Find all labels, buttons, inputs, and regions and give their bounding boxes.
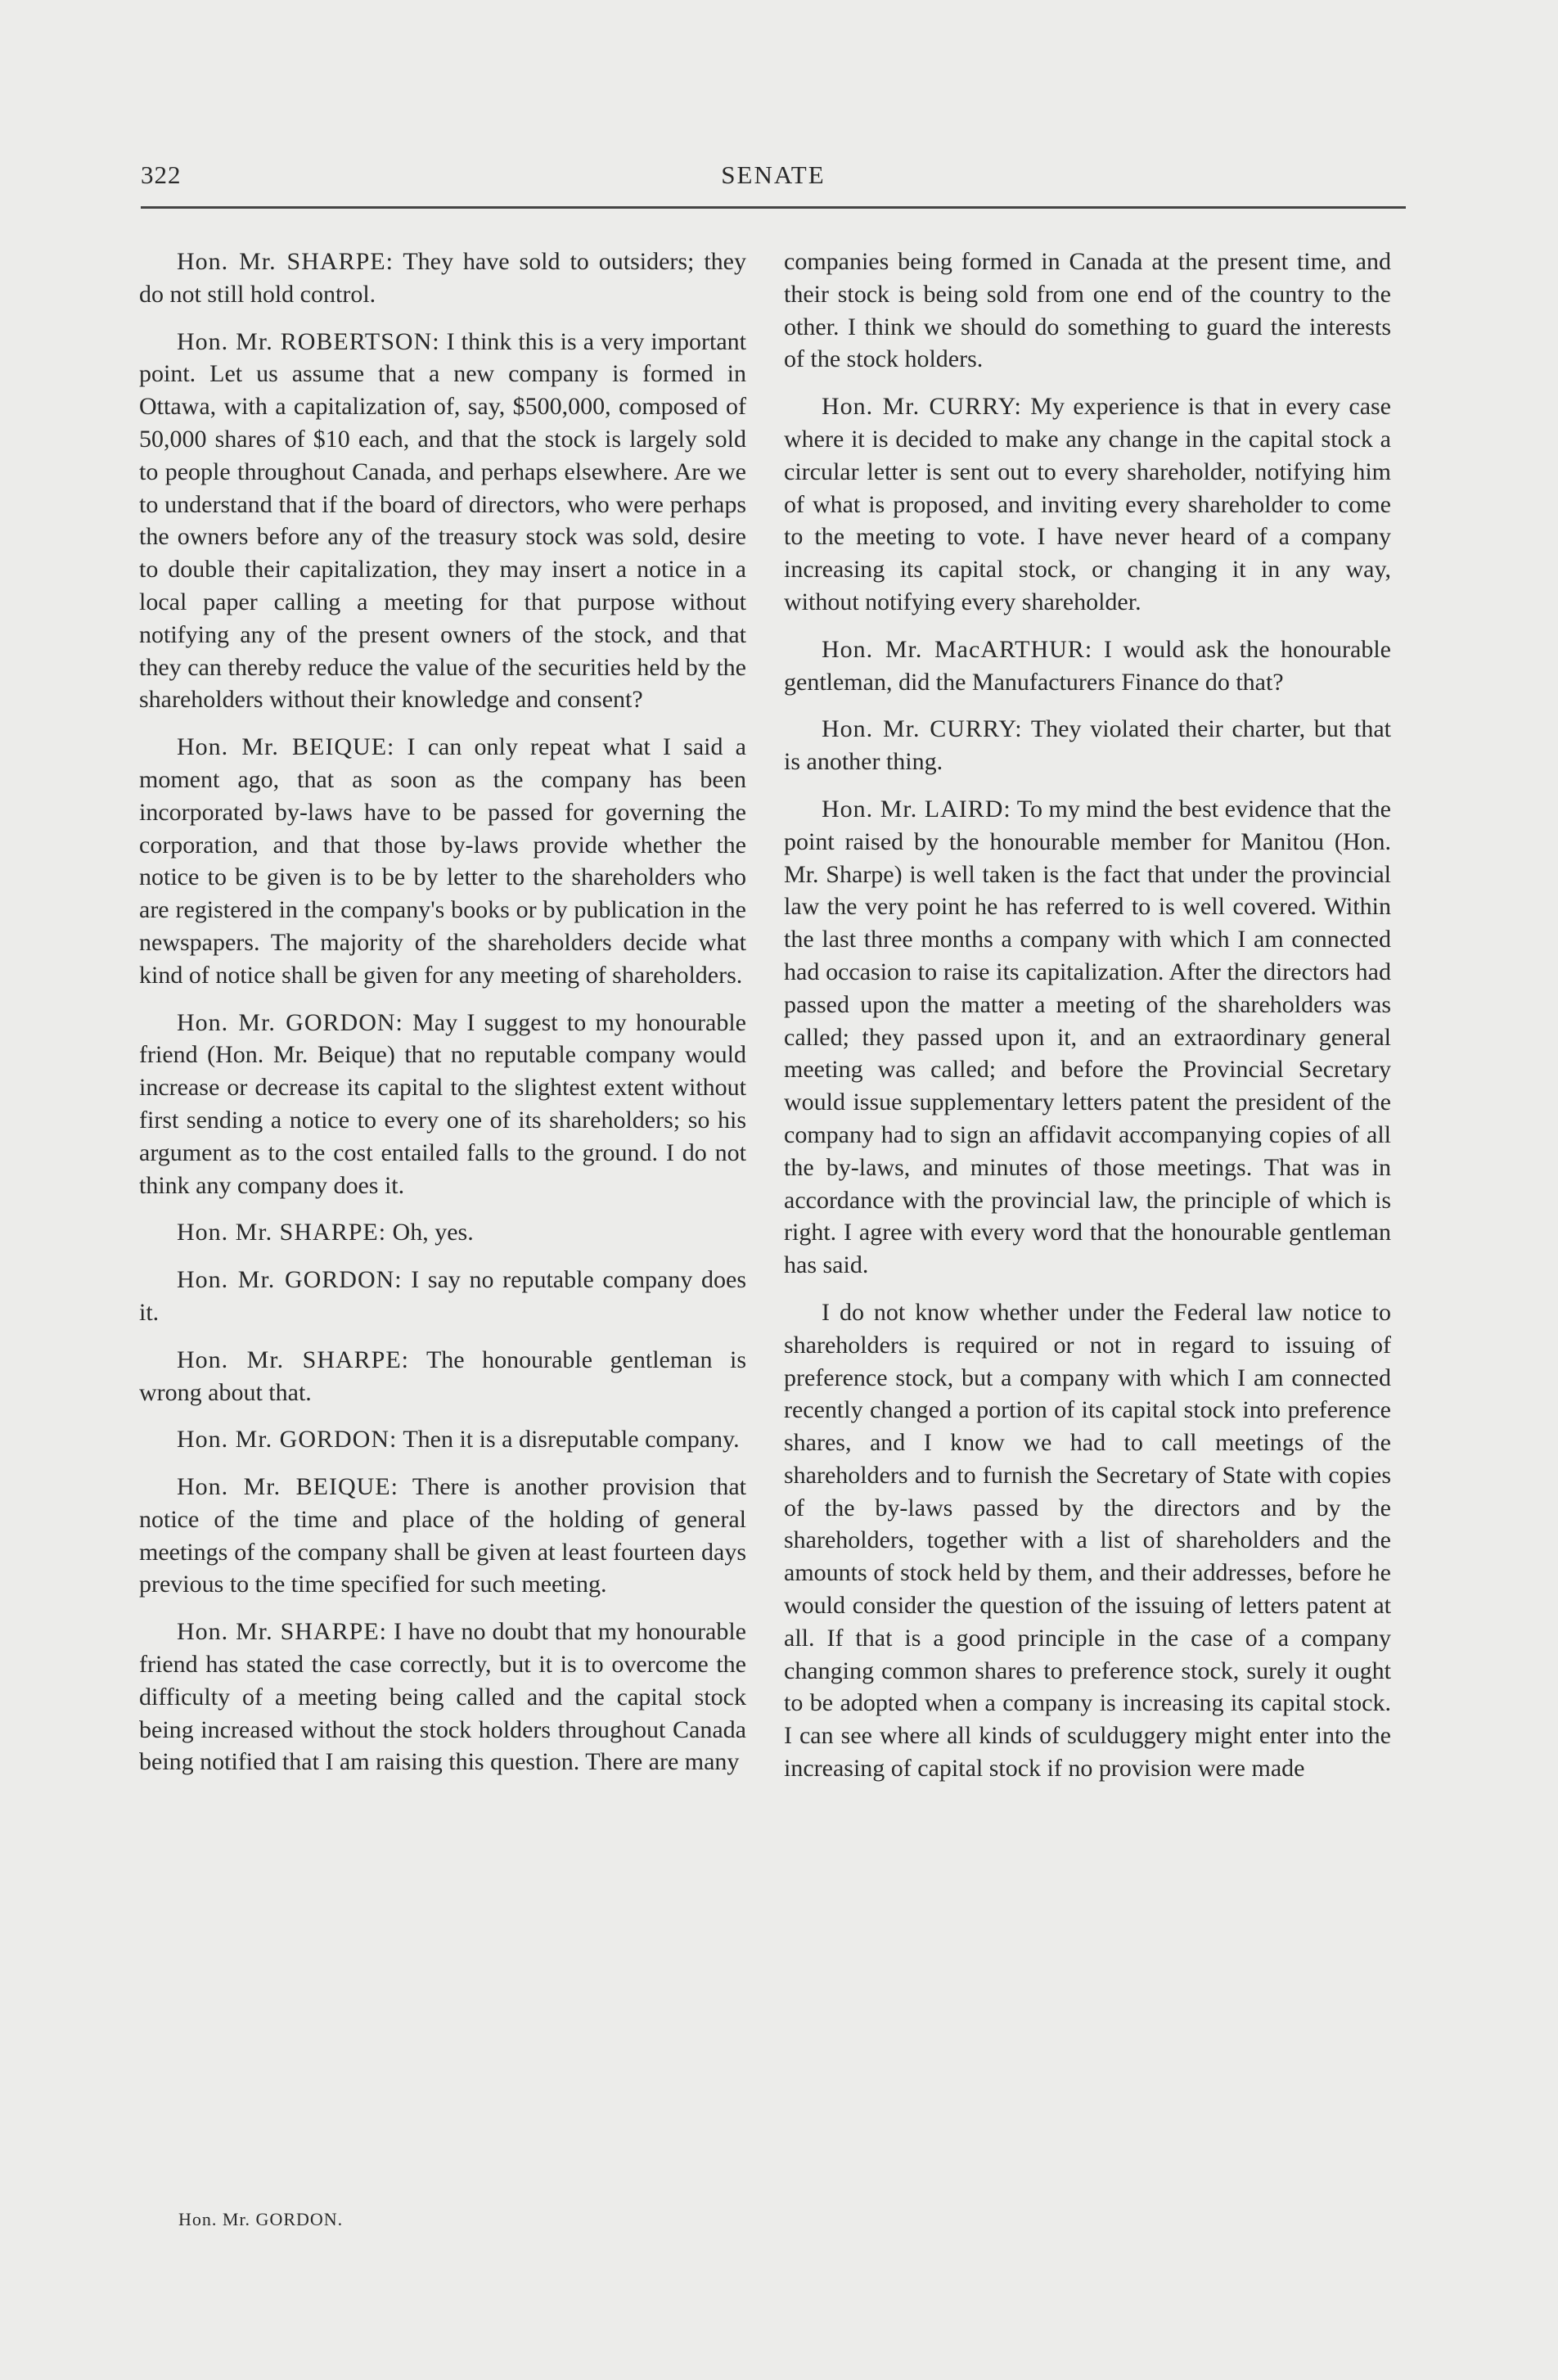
speaker-name: Hon. Mr. SHARPE: xyxy=(177,248,394,275)
speech-text: There is another provision that notice of the time and place of the holding of general meetings of the company shall be given at least fourteen days previous to the time specified for such meeting. xyxy=(139,1473,746,1598)
speech-text: They have sold to outsiders; they do not still hold control. xyxy=(139,248,746,308)
speech-paragraph xyxy=(139,246,746,311)
speaker-name: Hon. Mr. MacARTHUR: xyxy=(822,635,1093,663)
speech-paragraph xyxy=(139,1344,746,1409)
speech-paragraph xyxy=(784,390,1391,619)
speech-text: They violated their charter, but that is another thing. xyxy=(784,715,1391,776)
speech-paragraph xyxy=(139,1616,746,1778)
speech-text: I say no reputable company does it. xyxy=(139,1266,746,1326)
speech-text: The honourable gentleman is wrong about that. xyxy=(139,1346,747,1406)
speech-text: I can only repeat what I said a moment ago, that as soon as the company has been incorporated by-laws have to be passed for governing the corporation, and that those by-laws provide whether the notice to be given is to be by letter to the shareholders who are registered in the company's books or by publication in the newspapers. The majority of the shareholders decide what kind of notice shall be given for any meeting of shareholders. xyxy=(139,733,746,989)
speaker-name: Hon. Mr. CURRY: xyxy=(822,715,1023,743)
speaker-name: Hon. Mr. LAIRD: xyxy=(822,795,1011,823)
speech-paragraph xyxy=(139,1264,746,1329)
speech-text: I have no doubt that my honourable friend has stated the case correctly, but it is to overcome the difficulty of a meeting being called and the capital stock being increased without the stock holders throughout Canada being notified that I am raising this question. There are many xyxy=(139,1618,746,1776)
speech-text: I would ask the honourable gentleman, did the Manufacturers Finance do that? xyxy=(784,635,1391,696)
speech-text: I do not know whether under the Federal law notice to shareholders is required or not in regard to issuing of preference stock, but a company with which I am connected recently changed a portion of its capital stock into preference shares, and I know we had to call meetings of the shareholders and to furnish the Secretary of State with copies of the by-laws passed by the directors and by the shareholders, together with a list of shareholders and the amounts of stock held by them, and their addresses, before he would consider the question of the issuing of letters patent at all. If that is a good principle in the case of a company changing common shares to preference stock, surely it ought to be adopted when a company is increasing its capital stock. I can see where all kinds of sculduggery might enter into the increasing of capital stock if no provision were made xyxy=(784,1298,1391,1783)
speaker-name: Hon. Mr. CURRY: xyxy=(822,393,1022,421)
right-column xyxy=(784,246,1391,1800)
speech-paragraph xyxy=(139,731,746,991)
speaker-name: Hon. Mr. GORDON: xyxy=(177,1266,403,1294)
speech-paragraph xyxy=(784,633,1391,699)
speaker-name: Hon. Mr. BEIQUE: xyxy=(177,1473,399,1501)
speech-paragraph xyxy=(139,1216,746,1249)
page-number: 322 xyxy=(141,160,182,189)
speech-paragraph xyxy=(784,713,1391,778)
speaker-name: Hon. Mr. GORDON: xyxy=(177,1426,398,1454)
speech-paragraph xyxy=(139,326,746,717)
speech-text: May I suggest to my honourable friend (Hon. Mr. Beique) that no reputable company would increase or decrease its capital to the slightest extent without first sending a notice to every one of its shareholders; so his argument as to the cost entailed falls to the ground. I do not think any company does it. xyxy=(139,1008,747,1199)
speaker-name: Hon. Mr. SHARPE: xyxy=(177,1618,387,1646)
speaker-name: Hon. Mr. SHARPE: xyxy=(177,1346,410,1373)
speaker-name: Hon. Mr. BEIQUE: xyxy=(177,733,395,761)
speaker-name: Hon. Mr. GORDON: xyxy=(177,1008,403,1036)
speech-paragraph xyxy=(139,1471,746,1601)
footer-catchword: Hon. Mr. GORDON. xyxy=(178,2209,344,2229)
running-title: SENATE xyxy=(721,160,826,189)
speaker-name: Hon. Mr. ROBERTSON: xyxy=(177,327,440,355)
speech-text: My experience is that in every case where it is decided to make any change in the capital stock a circular letter is sent out to every shareholder, notifying him of what is proposed, and inviting every shareholder to come to the meeting to vote. I have never heard of a company increasing its capital stock, or changing it in any way, without notifying every shareholder. xyxy=(784,393,1391,615)
speech-paragraph xyxy=(784,793,1391,1282)
speech-text: companies being formed in Canada at the present time, and their stock is being sold from one end of the country to the other. I think we should do something to guard the interests of the stock holders. xyxy=(784,248,1391,373)
speaker-name: Hon. Mr. SHARPE: xyxy=(177,1219,387,1246)
speech-text: I think this is a very important point. Let us assume that a new company is formed in Ottawa, with a capitalization of, say, $500,000, composed of 50,000 shares of $10 each, and that the stock is largely sold to people throughout Canada, and perhaps elsewhere. Are we to understand that if the board of directors, who were perhaps the owners before any of the treasury stock was sold, desire to double their capitalization, they may insert a notice in a local paper calling a meeting for that purpose without notifying any of the present owners of the stock, and that they can thereby reduce the value of the securities held by the shareholders without their knowledge and consent? xyxy=(139,327,746,714)
page-header xyxy=(141,156,1406,209)
speech-paragraph xyxy=(784,1296,1391,1785)
left-column xyxy=(139,246,746,1793)
speech-text: To my mind the best evidence that the point raised by the honourable member for Manitou (Hon. Mr. Sharpe) is well taken is the fact that under the provincial law the very point he has referred to is well covered. Within the last three months a company with which I am connected had occasion to raise its capitalization. After the directors had passed upon the matter a meeting of the shareholders was called; they passed upon it, and an extraordinary general meeting was called; and before the Provincial Secretary would issue supplementary letters patent the president of the company had to sign an affidavit accompanying copies of all the by-laws, and minutes of those meetings. That was in accordance with the provincial law, the principle of which is right. I agree with every word that the honourable gentleman has said. xyxy=(784,795,1391,1279)
speech-text: Then it is a disreputable company. xyxy=(403,1426,740,1454)
speech-paragraph xyxy=(784,246,1391,376)
speech-paragraph xyxy=(139,1007,746,1202)
speech-text: Oh, yes. xyxy=(392,1219,474,1246)
speech-paragraph xyxy=(139,1423,746,1456)
